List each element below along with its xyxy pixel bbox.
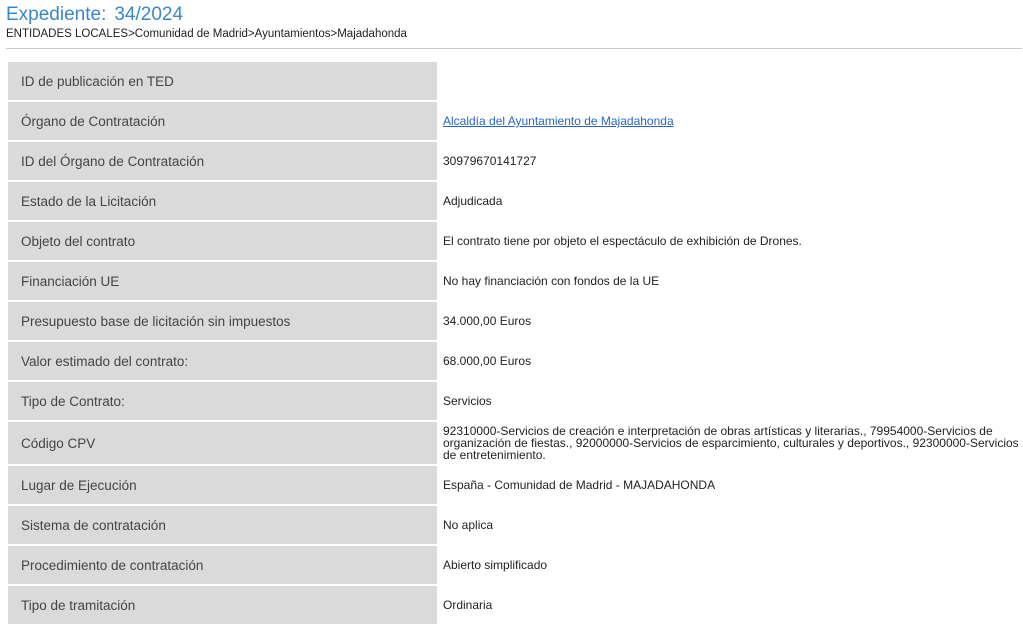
row-objeto [8,222,1023,260]
expediente-number: 34/2024 [114,4,184,25]
row-label: Lugar de Ejecución [8,466,437,504]
breadcrumb: ENTIDADES LOCALES>Comunidad de Madrid>Ayuntamientos>Majadahonda [6,28,407,40]
header-divider [6,48,1022,49]
page-header [6,4,1022,41]
row-estado [8,182,1023,220]
row-label: Tipo de tramitación [8,586,437,624]
row-label: Sistema de contratación [8,506,437,544]
row-label: Código CPV [8,422,437,464]
row-financiacion [8,262,1023,300]
row-organo-id [8,142,1023,180]
row-label: ID del Órgano de Contratación [8,142,437,180]
row-value: Abierto simplificado [443,558,548,572]
row-tipo-contrato [8,382,1023,420]
row-value [437,102,1023,140]
row-label: Presupuesto base de licitación sin impuestos [8,302,437,340]
row-tramitacion [8,586,1023,624]
row-label: Órgano de Contratación [8,102,437,140]
title-label: Expediente: [6,4,107,25]
row-label: Objeto del contrato [8,222,437,260]
row-label: Valor estimado del contrato: [8,342,437,380]
row-lugar [8,466,1023,504]
row-value: España - Comunidad de Madrid - MAJADAHONDA [443,478,716,492]
row-value: 34.000,00 Euros [443,314,532,328]
details-table [8,62,1023,626]
row-value: No hay financiación con fondos de la UE [443,274,660,288]
row-value: Adjudicada [443,194,503,208]
row-sistema [8,506,1023,544]
row-label: Procedimiento de contratación [8,546,437,584]
row-organo [8,102,1023,140]
row-valor-estimado [8,342,1023,380]
row-label: ID de publicación en TED [8,62,437,100]
row-value: No aplica [443,518,494,532]
row-cpv [8,422,1023,464]
row-value: Servicios [443,394,492,408]
row-procedimiento [8,546,1023,584]
row-value: 92310000-Servicios de creación e interpretación de obras artísticas y literarias., 79954000-Servicios de organización de fiestas., 92000000-Servicios de esparcimiento, culturales y deportivos., 92300000-Servicios de entretenimiento. [443,424,1019,462]
row-value: Ordinaria [443,598,493,612]
organo-link[interactable]: Alcaldía del Ayuntamiento de Majadahonda [443,114,674,128]
row-label: Estado de la Licitación [8,182,437,220]
page-title [6,4,1022,26]
row-value: 68.000,00 Euros [443,354,532,368]
row-label: Tipo de Contrato: [8,382,437,420]
row-ted-id [8,62,1023,100]
row-value: El contrato tiene por objeto el espectáculo de exhibición de Drones. [443,234,802,248]
row-value [437,62,1023,100]
row-value: 30979670141727 [443,154,537,168]
row-label: Financiación UE [8,262,437,300]
row-presupuesto [8,302,1023,340]
